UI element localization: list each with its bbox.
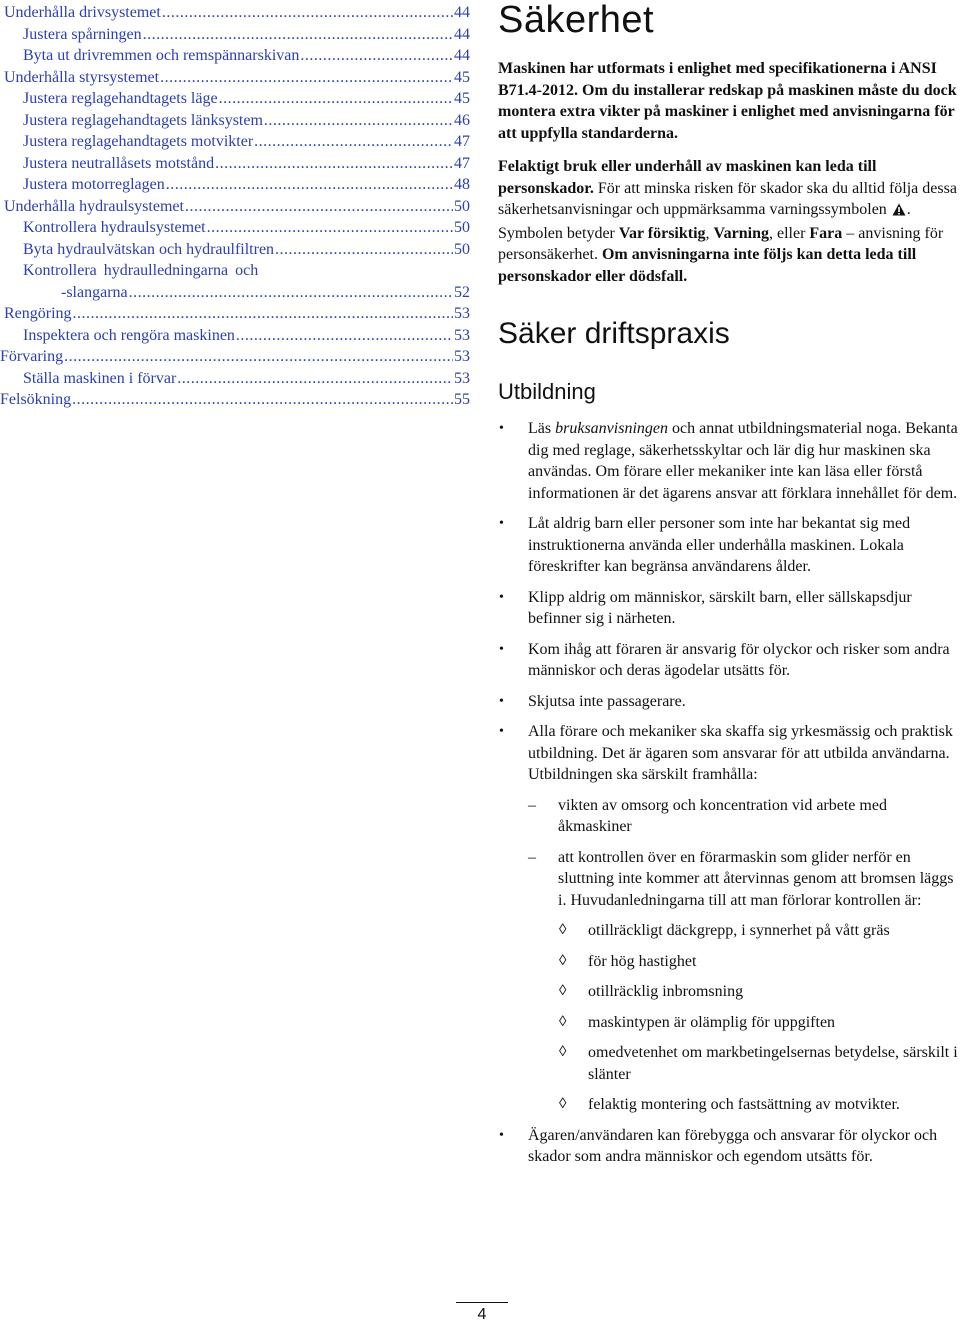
diamond-marker: ◊ — [559, 1013, 567, 1030]
manual-reference: bruksanvisningen — [555, 420, 668, 437]
toc-dot-leader — [254, 133, 453, 151]
dash-marker: – — [528, 796, 536, 814]
section-title: Säkerhet — [498, 0, 655, 41]
toc-entry[interactable] — [4, 47, 470, 69]
training-heading: Utbildning — [498, 379, 596, 404]
toc-entry-title: Underhålla hydraulsystemet — [4, 197, 184, 215]
list-item — [498, 513, 960, 578]
toc-entry[interactable] — [4, 198, 470, 220]
list-item — [498, 639, 960, 682]
training-topics-list — [528, 795, 960, 1116]
toc-entry-title: Rengöring — [4, 305, 72, 322]
toc-entry[interactable] — [4, 112, 470, 134]
toc-dot-leader — [160, 69, 453, 87]
list-item-text: Alla förare och mekaniker ska skaffa sig yrkesmässig och praktisk utbildning. Det är ägaren som ansvarar för att utbilda användarna. Utbildningen ska särskilt framhålla: — [528, 723, 953, 783]
toc-entry-title: Underhålla drivsystemet — [4, 4, 161, 21]
list-item — [558, 951, 960, 973]
diamond-marker: ◊ — [559, 1044, 567, 1060]
diamond-marker: ◊ — [559, 922, 567, 938]
bullet-marker: • — [499, 1127, 504, 1143]
toc-entry[interactable] — [4, 26, 470, 48]
toc-entry-page: 55 — [454, 391, 470, 408]
term-danger: Fara — [809, 224, 843, 242]
toc-entry[interactable] — [4, 155, 470, 177]
list-item — [498, 418, 960, 504]
toc-entry-title: Kontrollera hydraulledningarna och — [23, 262, 259, 279]
toc-entry[interactable] — [0, 348, 470, 370]
list-item — [558, 981, 960, 1003]
toc-entry[interactable] — [4, 176, 470, 198]
toc-dot-leader — [177, 370, 453, 388]
toc-entry-title: Ställa maskinen i förvar — [23, 369, 177, 387]
list-item-text: otillräckligt däckgrepp, i synnerhet på vått gräs — [588, 922, 890, 939]
toc-dot-leader — [264, 112, 453, 130]
toc-entry-page: 52 — [454, 283, 470, 301]
term-caution: Var försiktig — [618, 224, 706, 242]
warning-text-2: . Symbolen betyder — [498, 201, 911, 242]
bullet-marker: • — [499, 589, 504, 605]
toc-dot-leader — [166, 176, 453, 194]
toc-entry-page: 53 — [454, 326, 470, 344]
list-item-text: Ägaren/användaren kan förebygga och ansvarar för olyckor och skador som andra människor och egendom utsätts för. — [528, 1126, 938, 1165]
toc-entry-page: 50 — [454, 197, 470, 215]
list-item — [558, 920, 960, 942]
bullet-marker: • — [499, 724, 504, 739]
intro-paragraph: Maskinen har utformats i enlighet med specifikationerna i ANSI B71.4-2012. Om du installerar redskap på maskinen måste du dock montera extra vikter på maskiner i enlighet med anvisningarna för att uppfylla standarderna. — [498, 60, 957, 142]
toc-entry-title: Justera motorreglagen — [23, 176, 165, 193]
list-item — [528, 847, 960, 1116]
toc-dot-leader — [236, 327, 453, 345]
toc-entry-title: Förvaring — [0, 348, 64, 365]
toc-entry[interactable] — [4, 90, 470, 112]
toc-dot-leader — [129, 284, 453, 302]
list-item-text: vikten av omsorg och koncentration vid arbete med åkmaskiner — [558, 796, 887, 835]
list-item — [558, 1042, 960, 1085]
diamond-marker: ◊ — [559, 952, 567, 969]
training-list — [498, 418, 960, 1168]
diamond-marker: ◊ — [559, 983, 567, 999]
list-item-text: att kontrollen över en förarmaskin som glider nerför en sluttning inte kommer att återvinnas genom att bromsen läggs i. Huvudanledningarna till att man förlorar kontrollen är: — [558, 848, 954, 909]
toc-entry-page: 50 — [454, 240, 470, 258]
toc-entry-title: Inspektera och rengöra maskinen — [23, 326, 235, 344]
list-item-text: otillräcklig inbromsning — [588, 983, 744, 1000]
toc-entry-title: Felsökning — [0, 391, 72, 408]
safety-section — [498, 0, 960, 1177]
toc-entry-page: 46 — [454, 111, 470, 129]
toc-entry[interactable] — [4, 284, 470, 306]
list-item-text: Kom ihåg att föraren är ansvarig för olyckor och risker som andra människor och deras ägodelar utsätts för. — [528, 640, 950, 679]
list-item-text: Klipp aldrig om människor, särskilt barn, eller sällskapsdjur befinner sig i närheten. — [528, 588, 912, 627]
warning-lead: Felaktigt bruk eller underhåll av maskinen kan leda till personskador. — [498, 158, 877, 197]
safe-operation-heading: Säker driftspraxis — [498, 317, 730, 350]
toc-entry-title: Justera reglagehandtagets länksystem — [23, 111, 263, 129]
toc-entry-page: 53 — [454, 369, 470, 387]
list-item-text: maskintypen är olämplig för uppgiften — [588, 1013, 836, 1031]
list-item — [498, 721, 960, 1116]
toc-entry[interactable] — [4, 305, 470, 327]
footer-rule — [456, 1302, 508, 1303]
term-warning: Varning — [713, 224, 769, 242]
toc-entry[interactable] — [4, 69, 470, 91]
list-item — [498, 691, 960, 713]
list-item-text: Skjutsa inte passagerare. — [528, 692, 686, 710]
toc-dot-leader — [207, 219, 453, 237]
table-of-contents — [0, 4, 470, 413]
toc-entry-title: Justera neutrallåsets motstånd — [23, 154, 215, 172]
toc-dot-leader — [300, 47, 453, 65]
bullet-marker: • — [499, 641, 504, 657]
diamond-marker: ◊ — [559, 1096, 567, 1112]
list-item — [528, 795, 960, 838]
toc-entry-title: Justera reglagehandtagets läge — [23, 90, 218, 107]
bullet-marker: • — [499, 693, 504, 709]
toc-entry[interactable] — [4, 370, 470, 392]
toc-entry-page: 53 — [454, 305, 470, 322]
toc-entry-page: 47 — [454, 154, 470, 172]
toc-entry-title: Byta hydraulvätskan och hydraulfiltren — [23, 240, 275, 258]
toc-entry[interactable] — [4, 219, 470, 241]
toc-entry-title: Byta ut drivremmen och remspännarskivan — [23, 47, 300, 64]
bullet-marker: • — [499, 516, 504, 531]
toc-entry-title: Underhålla styrsystemet — [4, 68, 160, 86]
list-item — [558, 1094, 960, 1116]
loss-of-control-causes-list — [558, 920, 960, 1116]
bullet-marker: • — [499, 421, 504, 436]
toc-dot-leader — [215, 155, 453, 173]
warning-text-3: – anvisning för personsäkerhet. — [498, 224, 944, 263]
list-item-text: Läs — [528, 420, 556, 437]
toc-dot-leader — [73, 305, 453, 323]
page-number: 4 — [477, 1306, 487, 1323]
toc-entry[interactable] — [4, 4, 470, 26]
list-item-text: omedvetenhet om markbetingelsernas betydelse, särskilt i slänter — [588, 1044, 958, 1083]
list-item-text: felaktig montering och fastsättning av motvikter. — [588, 1096, 900, 1113]
list-item — [558, 1012, 960, 1034]
list-item-text: för hög hastighet — [588, 952, 697, 970]
toc-dot-leader — [72, 391, 453, 409]
toc-entry[interactable] — [0, 391, 470, 413]
toc-entry-page: 50 — [454, 219, 470, 236]
toc-entry-page: 53 — [454, 348, 470, 365]
toc-entry-page: 44 — [454, 47, 470, 64]
toc-dot-leader — [143, 26, 453, 44]
warning-text-1: För att minska risken för skador ska du alltid följa dessa säkerhetsanvisningar och uppmärksamma varningssymbolen — [498, 179, 957, 218]
list-item — [498, 587, 960, 630]
toc-dot-leader — [275, 241, 453, 259]
list-item — [498, 1125, 960, 1168]
warning-sep-1: , — [705, 224, 714, 242]
toc-entry-title: Justera reglagehandtagets motvikter — [23, 133, 254, 150]
toc-entry[interactable] — [4, 327, 470, 349]
dash-marker: – — [528, 848, 536, 866]
toc-entry-page: 44 — [454, 4, 470, 21]
toc-entry[interactable] — [4, 133, 470, 155]
toc-entry-page: 47 — [454, 133, 470, 150]
toc-dot-leader — [185, 198, 453, 216]
warning-paragraph — [498, 156, 960, 287]
warning-triangle-icon — [892, 201, 906, 223]
toc-entry-page: 44 — [454, 25, 470, 43]
toc-dot-leader — [64, 348, 453, 366]
toc-entry-page: 45 — [454, 90, 470, 107]
list-item-text: Låt aldrig barn eller personer som inte har bekantat sig med instruktionerna använda eller underhålla maskinen. Lokala föreskrifter kan begränsa användarens ålder. — [528, 515, 911, 575]
warning-tail: Om anvisningarna inte följs kan detta leda till personskador eller dödsfall. — [498, 246, 917, 285]
toc-dot-leader — [162, 4, 453, 22]
toc-entry-page: 45 — [454, 68, 470, 86]
warning-sep-2: , eller — [768, 224, 810, 242]
list-item-text: och annat utbildningsmaterial noga. Bekanta dig med reglage, säkerhetsskyltar och lär dig hur maskinen ska användas. Om förare eller mekaniker inte kan läsa eller förstå informationen är det ägarens ansvar att förklara innehållet för dem. — [528, 420, 958, 502]
toc-entry-title: Kontrollera hydraulsystemet — [23, 219, 206, 236]
toc-dot-leader — [219, 90, 453, 108]
toc-entry-title: Justera spårningen — [23, 25, 142, 43]
toc-entry[interactable] — [4, 241, 470, 263]
toc-entry-page: 48 — [454, 176, 470, 193]
toc-entry-title: -slangarna — [61, 283, 128, 301]
toc-entry[interactable] — [4, 262, 470, 284]
